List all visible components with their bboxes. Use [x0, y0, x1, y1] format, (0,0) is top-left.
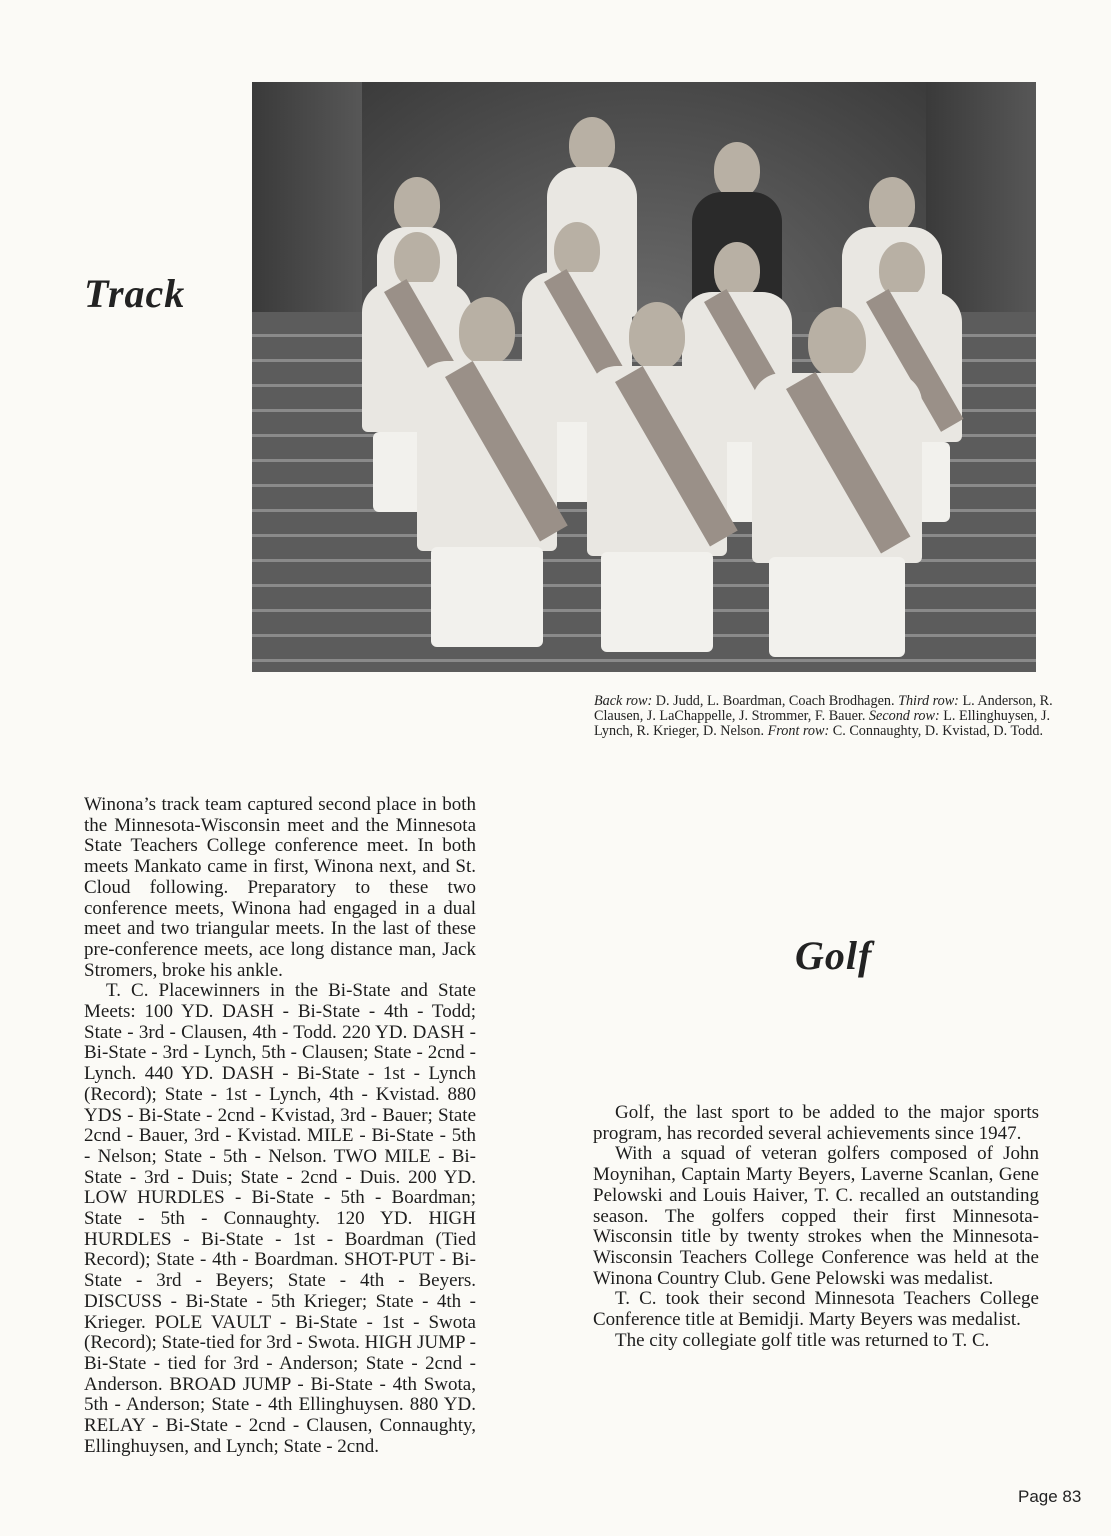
caption-front-row: C. Connaughty, D. Kvistad, D. Todd. — [829, 723, 1044, 739]
team-member-figure — [587, 302, 727, 662]
golf-paragraph: Golf, the last sport to be added to the major sports program, has recorded several achievements since 1947. — [593, 1102, 1039, 1144]
caption-third-row: L. Anderson, R. Clausen, J. LaChappelle, J. Strommer, F. Bauer. — [594, 693, 1053, 724]
track-heading: Track — [84, 271, 186, 316]
caption-second-row: L. Ellinghuysen, J. Lynch, R. Krieger, D. Nelson. — [594, 708, 1051, 739]
golf-paragraph: T. C. took their second Minnesota Teachers College Conference title at Bemidji. Marty Beyers was medalist. — [593, 1288, 1039, 1331]
track-paragraph: T. C. Placewinners in the Bi-State and State Meets: 100 YD. DASH - Bi-State - 4th - Todd; State - 3rd - Clausen, 4th - Todd. 220 YD. DASH - Bi-State - 3rd - Lynch, 5th - Clausen; State - 2cnd - Lynch. 440 YD. DASH - Bi-State - 1st - Lynch (Record); State - 1st - Lynch, 4th - Kvistad. 880 YDS - Bi-State - 2cnd - Kvistad, 3rd - Bauer; State 2cnd - Bauer, 3rd - Kvistad. MILE - Bi-State - 5th - Nelson; State - 5th - Nelson. TWO MILE - Bi-State - 3rd - Duis; State - 2cnd - Duis. 200 YD. LOW HURDLES - Bi-State - 5th - Boardman; State - 5th - Connaughty. 120 YD. HIGH HURDLES - Bi-State - 1st - Boardman (Tied Record); State - 4th - Boardman. SHOT-PUT - Bi-State - 3rd - Beyers; State - 4th - Beyers. DISCUSS - Bi-State - 5th Krieger; State - 4th - Krieger. POLE VAULT - Bi-State - 1st - Swota (Record); State-tied for 3rd - Swota. HIGH JUMP - Bi-State - tied for 3rd - Anderson; State - 2cnd - Anderson. BROAD JUMP - Bi-State - 4th Swota, 5th - Anderson; State - 4th Ellinghuysen. 880 YD. RELAY - Bi-State - 2cnd - Clausen, Connaughty, Ellinghuysen, and Lynch; State - 2cnd. — [84, 980, 476, 1457]
team-member-figure — [417, 297, 557, 657]
golf-article — [593, 1103, 1039, 1351]
track-article — [84, 795, 476, 1458]
caption-back-row: D. Judd, L. Boardman, Coach Brodhagen. — [652, 693, 899, 709]
golf-paragraph: The city collegiate golf title was returned to T. C. — [615, 1329, 990, 1351]
caption-back-row-label: Back row: — [594, 693, 653, 709]
caption-second-row-label: Second row: — [868, 708, 940, 724]
caption-front-row-label: Front row: — [767, 723, 830, 739]
team-photo — [252, 82, 1036, 672]
team-member-figure — [752, 307, 922, 667]
photo-caption — [594, 694, 1054, 739]
golf-paragraph: With a squad of veteran golfers composed of John Moynihan, Captain Marty Beyers, Laverne Scanlan, Gene Pelowski and Louis Haiver, T. C. recalled an outstanding season. The golfers copped their first Minnesota-Wisconsin title by twenty strokes when the Minnesota-Wisconsin Teachers College Conference was held at the Winona Country Club. Gene Pelowski was medalist. — [593, 1143, 1039, 1289]
golf-heading: Golf — [795, 933, 873, 978]
caption-third-row-label: Third row: — [898, 693, 959, 709]
track-paragraph: Winona’s track team captured second place in both the Minnesota-Wisconsin meet and the Minnesota State Teachers College conference meet. In both meets Mankato came in first, Winona next, and St. Cloud following. Preparatory to these two conference meets, Winona had engaged in a dual meet and two triangular meets. In the last of these pre-conference meets, ace long distance man, Jack Stromers, broke his ankle. — [84, 794, 476, 981]
page-number: Page 83 — [1018, 1487, 1082, 1506]
